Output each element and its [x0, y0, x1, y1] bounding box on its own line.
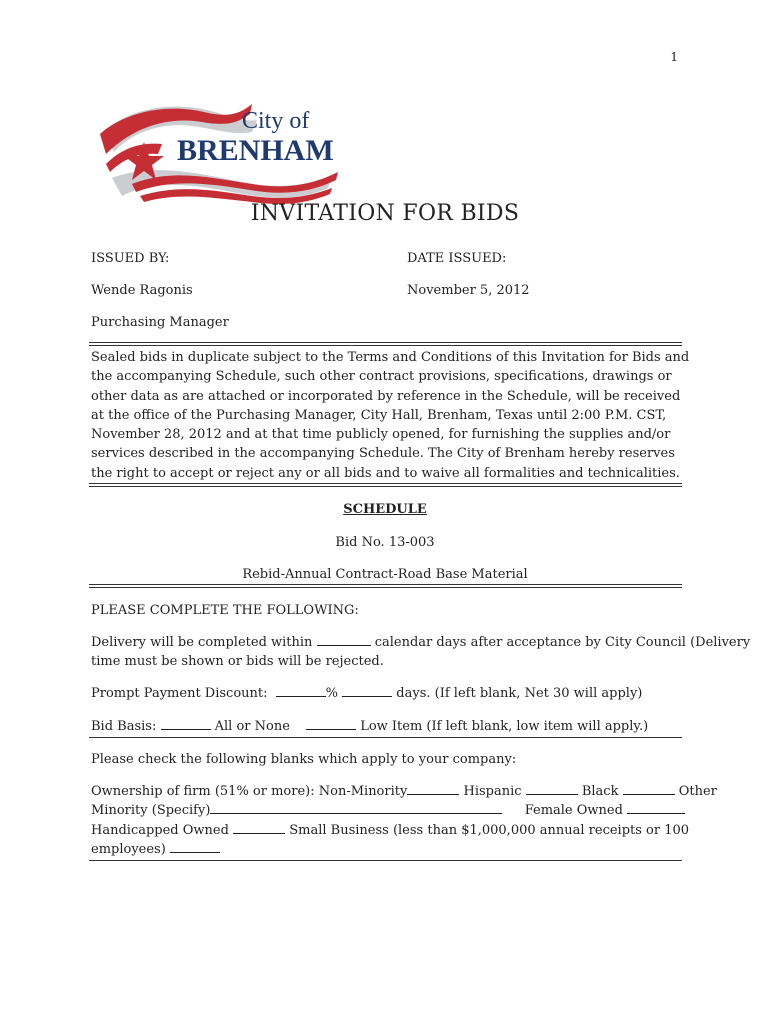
- prompt-payment-label: Prompt Payment Discount:: [91, 686, 268, 701]
- ownership-prefix: Ownership of firm (51% or more): Non-Minority: [91, 784, 408, 799]
- black-blank[interactable]: [623, 782, 675, 795]
- bid-description: Rebid-Annual Contract-Road Base Material: [242, 567, 528, 582]
- ownership-line1: [91, 782, 717, 801]
- logo-line2: BRENHAM: [177, 134, 334, 167]
- other-label: Other: [678, 784, 717, 799]
- flag-logo-graphic: [92, 92, 352, 214]
- delivery-line2: time must be shown or bids will be rejected.: [91, 654, 384, 669]
- complete-heading: PLEASE COMPLETE THE FOLLOWING:: [91, 603, 359, 618]
- black-label: Black: [581, 784, 619, 799]
- prompt-payment-suffix: days. (If left blank, Net 30 will apply): [396, 686, 643, 701]
- divider: [89, 737, 682, 738]
- non-minority-blank[interactable]: [407, 782, 459, 795]
- page-number: 1: [670, 50, 678, 64]
- minority-specify-label: Minority (Specify): [91, 803, 211, 818]
- divider: [89, 342, 682, 346]
- all-or-none-blank[interactable]: [161, 717, 211, 730]
- prompt-payment-line: [91, 684, 642, 703]
- delivery-suffix: calendar days after acceptance by City Council (Delivery: [374, 635, 751, 650]
- ownership-line2: [91, 801, 685, 820]
- schedule-heading: SCHEDULE: [343, 502, 427, 517]
- logo-line1: City of: [242, 108, 310, 134]
- schedule-heading-wrap: [0, 500, 770, 519]
- bid-number: Bid No. 13-003: [335, 535, 435, 550]
- bid-basis-line: [91, 717, 648, 736]
- date-issued-label: DATE ISSUED:: [407, 251, 507, 266]
- city-of-brenham-logo: [92, 92, 352, 214]
- check-heading: Please check the following blanks which apply to your company:: [91, 752, 517, 767]
- hispanic-blank[interactable]: [526, 782, 578, 795]
- handicapped-blank[interactable]: [233, 821, 285, 834]
- divider: [89, 860, 682, 861]
- handicapped-label: Handicapped Owned: [91, 823, 229, 838]
- divider: [89, 584, 682, 588]
- low-item-blank[interactable]: [306, 717, 356, 730]
- intro-paragraph: Sealed bids in duplicate subject to the Terms and Conditions of this Invitation for Bids and the accompanying Schedule, such other contract provisions, specifications, drawings or other data as are attached or incorporated by reference in the Schedule, will be received at the office of the Purchasing Manager, City Hall, Brenham, Texas until 2:00 P.M. CST, November 28, 2012 and at that time publicly opened, for furnishing the supplies and/or services described in the accompanying Schedule. The City of Brenham hereby reserves the right to accept or reject any or all bids and to waive all formalities and technicalities.: [91, 350, 690, 481]
- delivery-prefix: Delivery will be completed within: [91, 635, 313, 650]
- issuer-name: Wende Ragonis: [91, 283, 193, 298]
- female-owned-label: Female Owned: [524, 803, 623, 818]
- issued-by-label: ISSUED BY:: [91, 251, 170, 266]
- minority-specify-blank[interactable]: [210, 801, 502, 814]
- divider: [89, 483, 682, 487]
- percent-sign: %: [325, 686, 339, 701]
- ownership-line3: [91, 821, 689, 840]
- bid-basis-label: Bid Basis:: [91, 719, 157, 734]
- date-issued-value: November 5, 2012: [407, 283, 530, 298]
- issuer-title: Purchasing Manager: [91, 315, 229, 330]
- document-title: INVITATION FOR BIDS: [250, 201, 520, 226]
- employees-label: employees): [91, 842, 166, 857]
- female-owned-blank[interactable]: [627, 801, 685, 814]
- hispanic-label: Hispanic: [463, 784, 522, 799]
- low-item-label: Low Item (If left blank, low item will apply.): [360, 719, 649, 734]
- delivery-line: [91, 633, 750, 652]
- all-or-none-label: All or None: [214, 719, 290, 734]
- small-business-label: Small Business (less than $1,000,000 annual receipts or 100: [289, 823, 690, 838]
- discount-percent-blank[interactable]: [276, 684, 326, 697]
- discount-days-blank[interactable]: [342, 684, 392, 697]
- delivery-days-blank[interactable]: [317, 633, 371, 646]
- small-business-blank[interactable]: [170, 840, 220, 853]
- ownership-line4: [91, 840, 220, 859]
